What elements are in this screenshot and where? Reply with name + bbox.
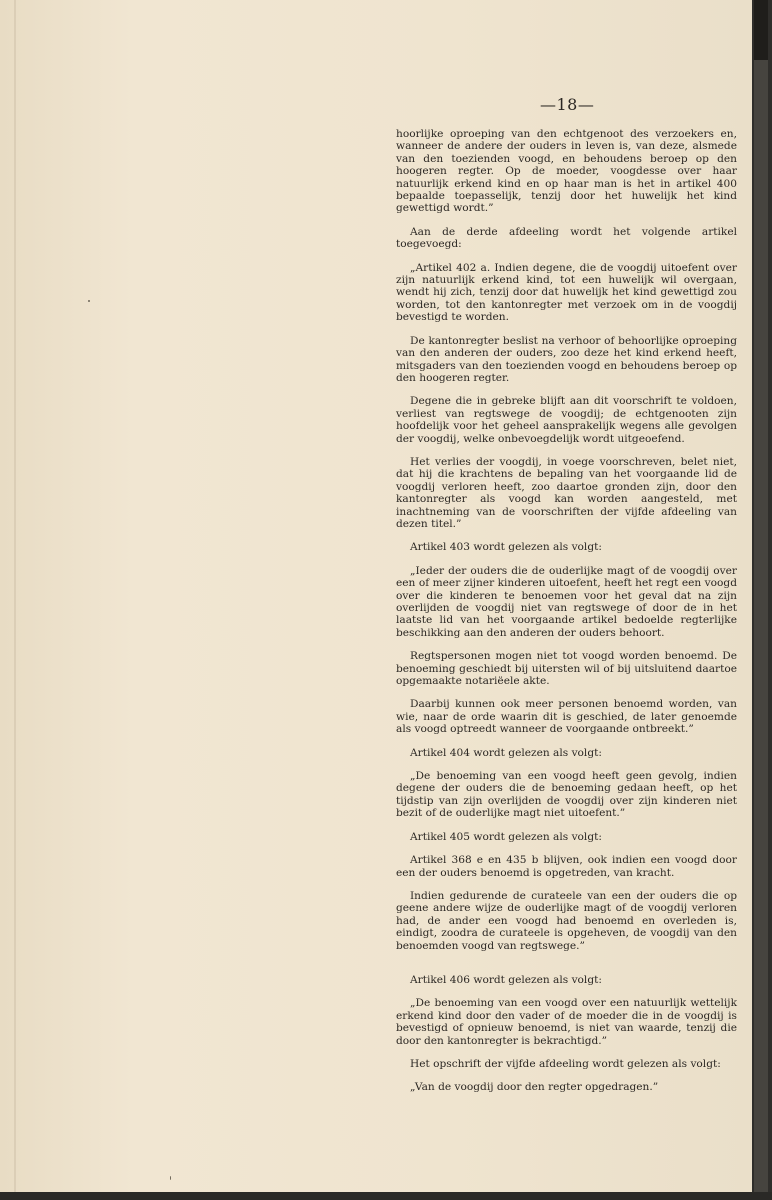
scan-corner-tab	[754, 0, 768, 60]
paragraph: Artikel 368 e en 435 b blijven, ook indien een voogd door een der ouders benoemd is opgetreden, van kracht.	[396, 854, 737, 879]
paragraph: Artikel 403 wordt gelezen als volgt:	[410, 541, 602, 554]
paragraph: Degene die in gebreke blijft aan dit voorschrift te voldoen, verliest van regtswege de voogdij; de echtgenooten zijn hoofdelijk voor het geheel aansprakelijk wegens alle gevolgen der voogdij, welke onbevoegdelijk wordt uitgeoefend.	[396, 395, 737, 445]
paragraph: Het verlies der voogdij, in voege voorschreven, belet niet, dat hij die krachtens de bepaling van het voorgaande lid de voogdij verloren heeft, zoo daartoe gronden zijn, door den kantonregter als voogd kan worden aangesteld, met inachtneming van de voorschriften der vijfde afdeeling van dezen titel.”	[396, 455, 737, 530]
scan-bottom-border	[0, 1192, 772, 1200]
page-number: —18—	[540, 95, 595, 114]
scan-right-border	[752, 0, 772, 1200]
paragraph: „De benoeming van een voogd over een natuurlijk wettelijk erkend kind door den vader of de moeder die in de voogdij is bevestigd of opnieuw benoemd, is niet van waarde, tenzij die door den kantonregter is bekrachtigd.”	[396, 997, 737, 1047]
paper-speck	[170, 1176, 171, 1180]
paragraph: Aan de derde afdeeling wordt het volgende artikel toegevoegd:	[396, 225, 737, 251]
paragraph: Artikel 405 wordt gelezen als volgt:	[410, 830, 602, 843]
text-column	[396, 128, 737, 1105]
paragraph: De kantonregter beslist na verhoor of behoorlijke oproeping van den anderen der ouders, zoo deze het kind erkend heeft, mitsgaders van den toezienden voogd en behoudens beroep op den hoogeren regter.	[396, 334, 737, 384]
paragraph: Artikel 404 wordt gelezen als volgt:	[410, 746, 602, 759]
paragraph: Indien gedurende de curateele van een der ouders die op geene andere wijze de ouderlijke magt of de voogdij verloren had, de ander een voogd had benoemd en overleden is, eindigt, zoodra de curateele is opgeheven, de voogdij van den benoemden voogd van regtswege.”	[396, 889, 737, 952]
paragraph: „Artikel 402 a. Indien degene, die de voogdij uitoefent over zijn natuurlijk erkend kind, tot een huwelijk wil overgaan, wendt hij zich, tenzij door dat huwelijk het kind gewettigd zou worden, tot den kantonregter met verzoek om in de voogdij bevestigd te worden.	[396, 261, 737, 324]
paragraph: Daarbij kunnen ook meer personen benoemd worden, van wie, naar de orde waarin dit is geschied, de later genoemde als voogd optreedt wanneer de voorgaande ontbreekt.”	[396, 698, 737, 736]
scan-border-strip	[754, 0, 768, 1200]
paper-speck	[88, 300, 90, 302]
paragraph: Het opschrift der vijfde afdeeling wordt gelezen als volgt:	[410, 1057, 721, 1070]
page-fold-shadow	[14, 0, 16, 1192]
paragraph: „Van de voogdij door den regter opgedragen.”	[410, 1081, 659, 1094]
paragraph: Regtspersonen mogen niet tot voogd worden benoemd. De benoeming geschiedt bij uitersten wil of bij uitsluitend daartoe opgemaakte notariëele akte.	[396, 650, 737, 688]
paragraph: hoorlijke oproeping van den echtgenoot des verzoekers en, wanneer de andere der ouders in leven is, van deze, alsmede van den toezienden voogd, en behoudens beroep op den hoogeren regter. Op de moeder, voogdesse over haar natuurlijk erkend kind en op haar man is het in artikel 400 bepaalde toepasselijk, tenzij door het huwelijk het kind gewettigd wordt.”	[396, 128, 737, 215]
paragraph: Artikel 406 wordt gelezen als volgt:	[410, 973, 602, 986]
paragraph: „Ieder der ouders die de ouderlijke magt of de voogdij over een of meer zijner kinderen uitoefent, heeft het regt een voogd over die kinderen te benoemen voor het geval dat na zijn overlijden de voogdij niet van regtswege of door de in het laatste lid van het voorgaande artikel bedoelde regterlijke beschikking aan den anderen der ouders behoort.	[396, 564, 737, 639]
paragraph: „De benoeming van een voogd heeft geen gevolg, indien degene der ouders die de benoeming gedaan heeft, op het tijdstip van zijn overlijden de voogdij over zijn kinderen niet bezit of de ouderlijke magt niet uitoefent.”	[396, 770, 737, 820]
